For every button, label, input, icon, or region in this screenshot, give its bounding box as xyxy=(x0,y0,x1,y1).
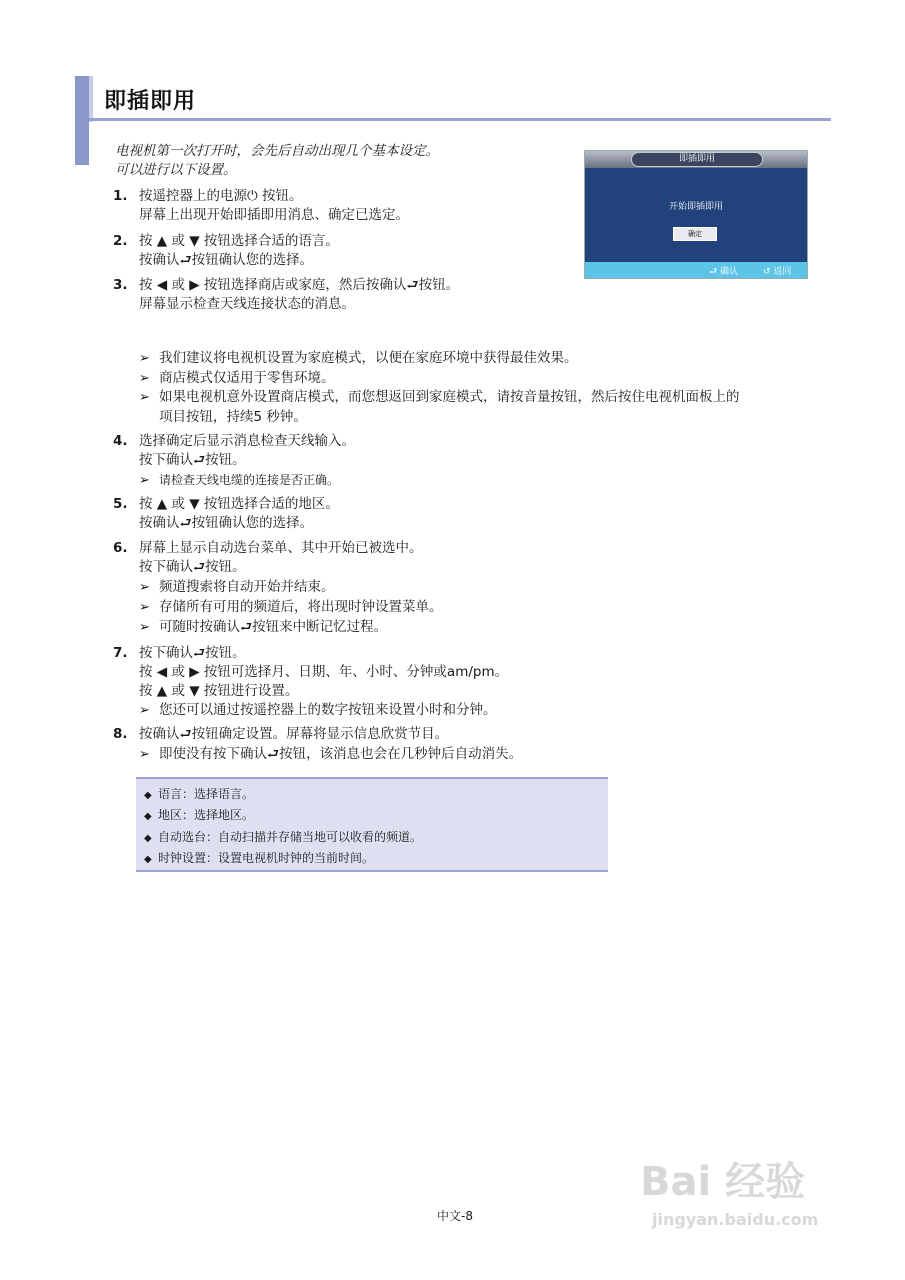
screen-tab: 即插即用 xyxy=(631,152,763,167)
watermark-logo: Bai 经验 xyxy=(640,1159,806,1205)
arrow-icon: ➢ xyxy=(139,600,150,615)
step-line: 选择确定后显示消息检查天线输入。 xyxy=(139,433,355,449)
screen-footer xyxy=(585,262,807,278)
note-line: 项目按钮，持续5 秒钟。 xyxy=(159,409,307,425)
note-line: ➢ 您还可以通过按遥控器上的数字按钮来设置小时和分钟。 xyxy=(139,702,497,718)
step-line: 按确认⮐按钮确认您的选择。 xyxy=(139,252,314,268)
arrow-icon: ➢ xyxy=(139,371,150,386)
note-line: ➢ 可随时按确认⮐按钮来中断记忆过程。 xyxy=(139,619,388,635)
page-title: 即插即用 xyxy=(104,89,197,114)
summary-box xyxy=(136,777,608,872)
arrow-icon: ➢ xyxy=(139,473,150,488)
note-line: ➢ 我们建议将电视机设置为家庭模式，以便在家庭环境中获得最佳效果。 xyxy=(139,350,578,366)
note-line: ➢ 即使没有按下确认⮐按钮，该消息也会在几秒钟后自动消失。 xyxy=(139,746,523,762)
tv-screen-illustration xyxy=(584,150,808,279)
step-line: 屏幕上出现开始即插即用消息、确定已选定。 xyxy=(139,207,409,223)
step-number: 1. xyxy=(113,188,128,204)
step-line: 按 ▲ 或 ▼ 按钮选择合适的地区。 xyxy=(139,496,339,512)
step-line: 按确认⮐按钮确定设置。屏幕将显示信息欣赏节目。 xyxy=(139,726,449,742)
step-line: 按 ◀ 或 ▶ 按钮选择商店或家庭，然后按确认⮐按钮。 xyxy=(139,277,460,293)
step-number: 8. xyxy=(113,726,128,742)
diamond-icon: ◆ xyxy=(144,833,152,844)
screen-title-bar xyxy=(585,151,807,168)
step-line: 按下确认⮐按钮。 xyxy=(139,452,246,468)
intro-line: 可以进行以下设置。 xyxy=(115,162,237,178)
step-line: 按下确认⮐按钮。 xyxy=(139,645,246,661)
diamond-icon: ◆ xyxy=(144,790,152,801)
step-line: 按确认⮐按钮确认您的选择。 xyxy=(139,515,314,531)
title-accent-bar-light xyxy=(89,76,93,122)
diamond-icon: ◆ xyxy=(144,811,152,822)
summary-item: ◆ 自动选台：自动扫描并存储当地可以收看的频道。 xyxy=(144,830,423,844)
step-number: 2. xyxy=(113,233,128,249)
arrow-icon: ➢ xyxy=(139,703,150,718)
step-number: 6. xyxy=(113,540,128,556)
screen-ok-button: 确定 xyxy=(673,227,717,241)
arrow-icon: ➢ xyxy=(139,390,150,405)
screen-back-hint: ↺ 返回 xyxy=(763,267,792,277)
arrow-icon: ➢ xyxy=(139,351,150,366)
summary-item: ◆ 地区：选择地区。 xyxy=(144,808,255,822)
note-line: ➢ 如果电视机意外设置商店模式，而您想返回到家庭模式，请按音量按钮，然后按住电视机面板上的 xyxy=(139,389,740,405)
watermark-url: jingyan.baidu.com xyxy=(652,1210,819,1229)
step-number: 4. xyxy=(113,433,128,449)
summary-item: ◆ 语言：选择语言。 xyxy=(144,787,255,801)
note-line: ➢ 存储所有可用的频道后，将出现时钟设置菜单。 xyxy=(139,599,443,615)
intro-text xyxy=(115,142,439,180)
note-line: ➢ 频道搜索将自动开始并结束。 xyxy=(139,579,335,595)
arrow-icon: ➢ xyxy=(139,580,150,595)
step-line: 屏幕上显示自动选台菜单、其中开始已被选中。 xyxy=(139,540,423,556)
intro-line: 电视机第一次打开时，会先后自动出现几个基本设定。 xyxy=(115,143,439,159)
note-line: ➢ 商店模式仅适用于零售环境。 xyxy=(139,370,335,386)
arrow-icon: ➢ xyxy=(139,620,150,635)
step-line: 按 ▲ 或 ▼ 按钮选择合适的语言。 xyxy=(139,233,339,249)
title-rule xyxy=(89,118,831,121)
step-number: 7. xyxy=(113,645,128,661)
step-line: 按 ▲ 或 ▼ 按钮进行设置。 xyxy=(139,683,299,699)
note-line: ➢ 请检查天线电缆的连接是否正确。 xyxy=(139,473,340,488)
step-number: 3. xyxy=(113,277,128,293)
title-accent-bar xyxy=(75,76,89,165)
summary-item: ◆ 时钟设置：设置电视机时钟的当前时间。 xyxy=(144,851,375,865)
step-line: 按下确认⮐按钮。 xyxy=(139,559,246,575)
step-line: 按遥控器上的电源⏻ 按钮。 xyxy=(139,188,303,204)
diamond-icon: ◆ xyxy=(144,854,152,865)
screen-confirm-hint: ⮐ 确认 xyxy=(709,267,738,277)
step-line: 按 ◀ 或 ▶ 按钮可选择月、日期、年、小时、分钟或am/pm。 xyxy=(139,664,509,680)
page-number: 中文-8 xyxy=(437,1209,473,1223)
screen-message: 开始即插即用 xyxy=(668,202,723,212)
arrow-icon: ➢ xyxy=(139,747,150,762)
step-line: 屏幕显示检查天线连接状态的消息。 xyxy=(139,296,355,312)
step-number: 5. xyxy=(113,496,128,512)
